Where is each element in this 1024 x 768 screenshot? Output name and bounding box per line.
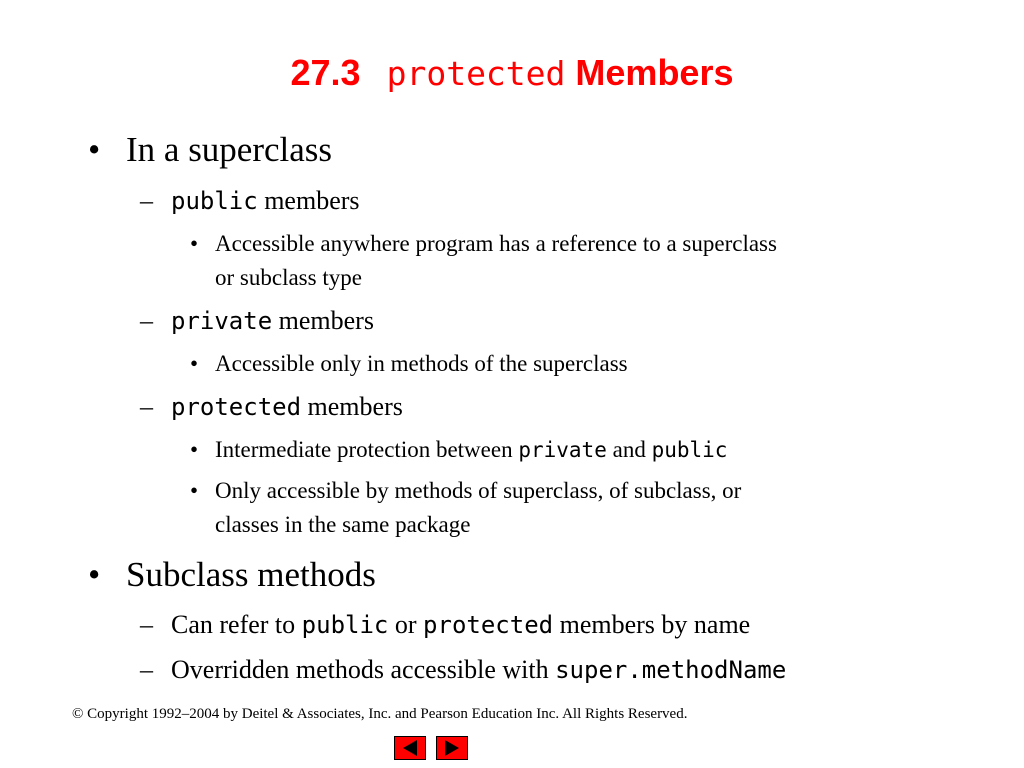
subbullet-private <box>171 306 374 336</box>
triangle-left-icon <box>395 737 425 759</box>
subbullet-text: members by name <box>559 610 751 639</box>
point-text: Only accessible by methods of superclass, of subclass, or <box>215 478 742 503</box>
bullet-subclass-methods <box>126 555 376 595</box>
title-rest: Members <box>575 52 734 93</box>
triangle-right-icon <box>437 737 467 759</box>
next-slide-button[interactable] <box>436 736 468 760</box>
copyright-footer: © Copyright 1992–2004 by Deitel & Associates, Inc. and Pearson Education Inc. All Rights Reserved. <box>72 706 688 722</box>
code-protected: protected <box>171 393 302 421</box>
point-public-desc <box>215 231 777 257</box>
code-public: public <box>171 187 258 215</box>
subbullet-refer <box>171 610 750 640</box>
point-intermediate <box>215 437 727 463</box>
point-text: Intermediate protection between <box>215 437 513 462</box>
dash-marker: – <box>140 610 153 639</box>
bullet-dot: • <box>88 555 101 594</box>
subbullet-text: members <box>307 392 403 421</box>
subbullet-text: Overridden methods accessible with <box>171 655 549 684</box>
code-public: public <box>651 438 728 462</box>
subbullet-overridden <box>171 655 786 685</box>
subbullet-public <box>171 186 360 216</box>
point-only-accessible-cont <box>215 512 470 538</box>
dash-marker: – <box>140 306 153 335</box>
point-only-accessible <box>215 478 741 504</box>
bullet-text: Subclass methods <box>126 555 376 594</box>
bullet-text: In a superclass <box>126 130 333 169</box>
point-dot: • <box>190 351 199 376</box>
title-code: protected <box>386 54 566 93</box>
point-text: and <box>612 437 646 462</box>
point-dot: • <box>190 231 199 256</box>
point-public-desc-cont <box>215 265 362 291</box>
bullet-superclass <box>126 130 332 170</box>
point-text: classes in the same package <box>215 512 471 537</box>
section-number: 27.3 <box>290 52 361 93</box>
subbullet-text: members <box>264 186 360 215</box>
bullet-dot: • <box>88 130 101 169</box>
point-dot: • <box>190 478 199 503</box>
code-protected: protected <box>423 611 554 639</box>
dash-marker: – <box>140 392 153 421</box>
point-text: Accessible anywhere program has a reference to a superclass <box>215 231 777 256</box>
point-text: or subclass type <box>215 265 362 290</box>
point-text: Accessible only in methods of the superclass <box>215 351 628 376</box>
code-private: private <box>518 438 607 462</box>
dash-marker: – <box>140 655 153 684</box>
subbullet-text: or <box>394 610 417 639</box>
point-dot: • <box>190 437 199 462</box>
slide-title <box>0 52 1024 94</box>
point-private-desc <box>215 351 628 377</box>
dash-marker: – <box>140 186 153 215</box>
code-private: private <box>171 307 273 335</box>
subbullet-text: members <box>278 306 374 335</box>
prev-slide-button[interactable] <box>394 736 426 760</box>
code-public: public <box>301 611 389 639</box>
subbullet-protected <box>171 392 403 422</box>
code-super-method: super.methodName <box>555 656 787 684</box>
subbullet-text: Can refer to <box>171 610 296 639</box>
